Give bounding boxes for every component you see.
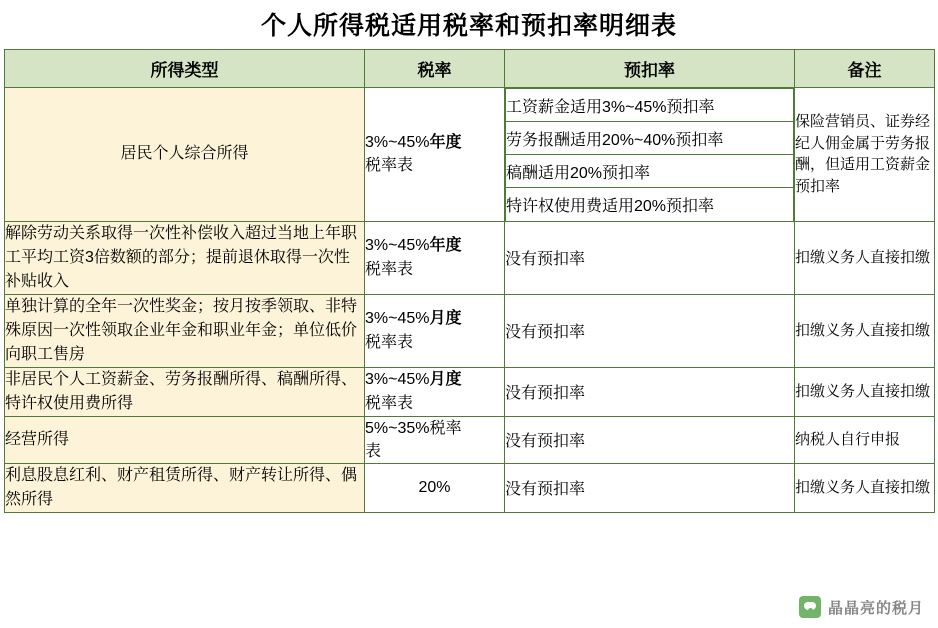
cell-income-type: 利息股息红利、财产租赁所得、财产转让所得、偶然所得 — [5, 463, 365, 512]
prewithholding-text: 劳务报酬适用20%~40%预扣率 — [506, 122, 794, 155]
cell-tax-rate — [365, 88, 505, 222]
cell-note: 扣缴义务人直接扣缴 — [795, 221, 935, 294]
cell-note: 纳税人自行申报 — [795, 416, 935, 463]
cell-tax-rate: 20% — [365, 463, 505, 512]
cell-tax-rate — [365, 221, 505, 294]
wechat-logo-icon — [799, 596, 821, 618]
cell-income-type: 经营所得 — [5, 416, 365, 463]
cell-prewithholding: 没有预扣率 — [505, 294, 795, 367]
cell-income-type: 解除劳动关系取得一次性补偿收入超过当地上年职工平均工资3倍数额的部分；提前退休取得一次性补贴收入 — [5, 221, 365, 294]
column-header-type: 所得类型 — [5, 50, 365, 88]
rate-emphasis: 年度 — [429, 237, 462, 255]
rate-suffix: 税率表 — [365, 333, 414, 351]
column-header-note: 备注 — [795, 50, 935, 88]
table-row — [5, 416, 935, 463]
prewithholding-item — [506, 188, 794, 221]
rate-suffix: 表 — [365, 442, 382, 460]
cell-note: 扣缴义务人直接扣缴 — [795, 463, 935, 512]
cell-prewithholding: 没有预扣率 — [505, 463, 795, 512]
cell-note: 扣缴义务人直接扣缴 — [795, 294, 935, 367]
prewithholding-text: 工资薪金适用3%~45%预扣率 — [506, 89, 794, 122]
cell-note: 保险营销员、证券经纪人佣金属于劳务报酬，但适用工资薪金预扣率 — [795, 88, 935, 222]
cell-note: 扣缴义务人直接扣缴 — [795, 367, 935, 416]
rate-prefix: 3%~45% — [365, 134, 430, 152]
rate-emphasis: 年度 — [429, 134, 462, 152]
cell-income-type: 居民个人综合所得 — [5, 88, 365, 222]
prewithholding-item — [506, 89, 794, 122]
prewithholding-item — [506, 155, 794, 188]
cell-prewithholding: 没有预扣率 — [505, 367, 795, 416]
rate-prefix: 3%~45% — [365, 371, 430, 389]
cell-tax-rate — [365, 294, 505, 367]
table-row — [5, 463, 935, 512]
prewithholding-item — [506, 122, 794, 155]
cell-tax-rate — [365, 367, 505, 416]
watermark — [799, 596, 924, 618]
table-row — [5, 88, 935, 222]
rate-suffix: 税率表 — [365, 260, 414, 278]
cell-tax-rate — [365, 416, 505, 463]
column-header-prewithholding: 预扣率 — [505, 50, 795, 88]
rate-prefix: 3%~45% — [365, 310, 430, 328]
column-header-rate: 税率 — [365, 50, 505, 88]
table-row — [5, 294, 935, 367]
table-row — [5, 367, 935, 416]
cell-prewithholding: 没有预扣率 — [505, 221, 795, 294]
table-row — [5, 221, 935, 294]
rate-prefix: 5%~35%税率 — [365, 419, 462, 437]
table-header-row — [5, 50, 935, 88]
rate-emphasis: 月度 — [429, 371, 462, 389]
rate-suffix: 税率表 — [365, 394, 414, 412]
rate-emphasis: 月度 — [429, 310, 462, 328]
page-title: 个人所得税适用税率和预扣率明细表 — [260, 12, 677, 40]
rate-suffix: 税率表 — [365, 157, 414, 175]
cell-income-type: 非居民个人工资薪金、劳务报酬所得、稿酬所得、特许权使用费所得 — [5, 367, 365, 416]
prewithholding-sublist — [505, 88, 794, 221]
prewithholding-text: 稿酬适用20%预扣率 — [506, 155, 794, 188]
tax-rate-table — [4, 49, 935, 513]
watermark-text: 晶晶亮的税月 — [827, 599, 924, 617]
cell-prewithholding: 没有预扣率 — [505, 416, 795, 463]
prewithholding-text: 特许权使用费适用20%预扣率 — [506, 188, 794, 221]
cell-income-type: 单独计算的全年一次性奖金；按月按季领取、非特殊原因一次性领取企业年金和职业年金；单位低价向职工售房 — [5, 294, 365, 367]
cell-prewithholding — [505, 88, 795, 222]
rate-prefix: 3%~45% — [365, 237, 430, 255]
